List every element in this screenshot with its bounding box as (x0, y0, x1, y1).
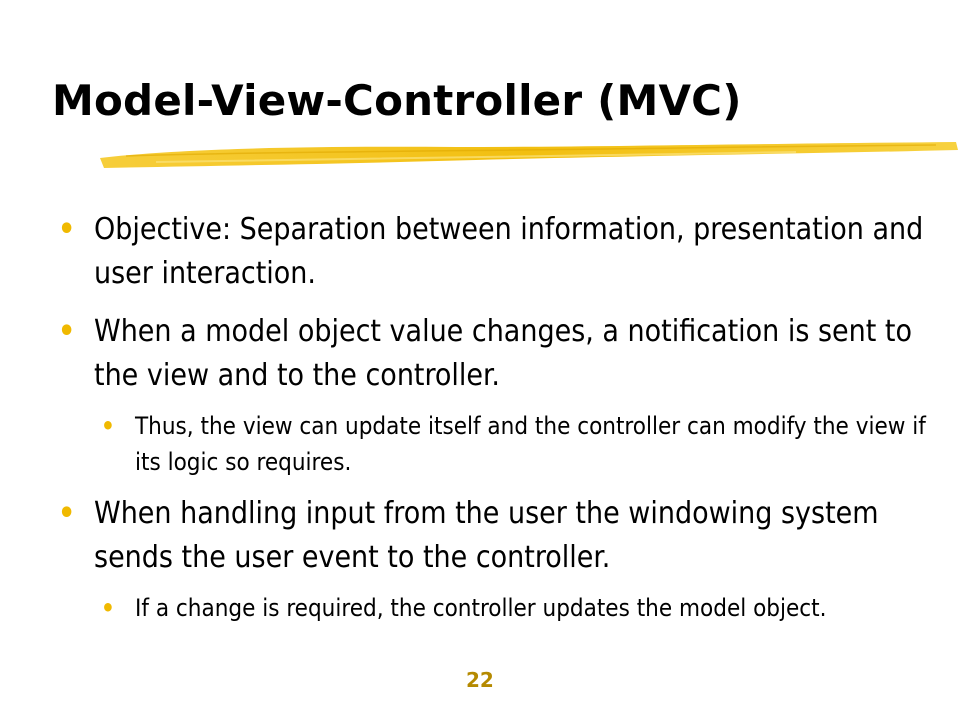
bullet-text: Objective: Separation between information, presentation and user interaction. (94, 212, 924, 291)
bullet-dot: • (58, 212, 76, 247)
page-number: 22 (466, 668, 494, 692)
bullet-dot: • (58, 496, 76, 531)
title-underline-brushstroke (96, 138, 960, 174)
sub-bullet-item (101, 590, 928, 626)
bullet-dot: • (58, 314, 76, 349)
bullet-dot: • (101, 594, 115, 622)
bullet-item (58, 492, 928, 580)
bullet-text: If a change is required, the controller updates the model object. (135, 594, 827, 622)
bullet-list (58, 208, 928, 638)
bullet-item (58, 310, 928, 398)
bullet-text: Thus, the view can update itself and the controller can modify the view if its logic so requires. (135, 412, 926, 476)
bullet-text: When handling input from the user the windowing system sends the user event to the controller. (94, 496, 879, 575)
slide-title: Model-View-Controller (MVC) (52, 76, 742, 125)
sub-bullet-item (101, 408, 928, 480)
bullet-item (58, 208, 928, 296)
bullet-dot: • (101, 412, 115, 440)
bullet-text: When a model object value changes, a notification is sent to the view and to the controller. (94, 314, 912, 393)
